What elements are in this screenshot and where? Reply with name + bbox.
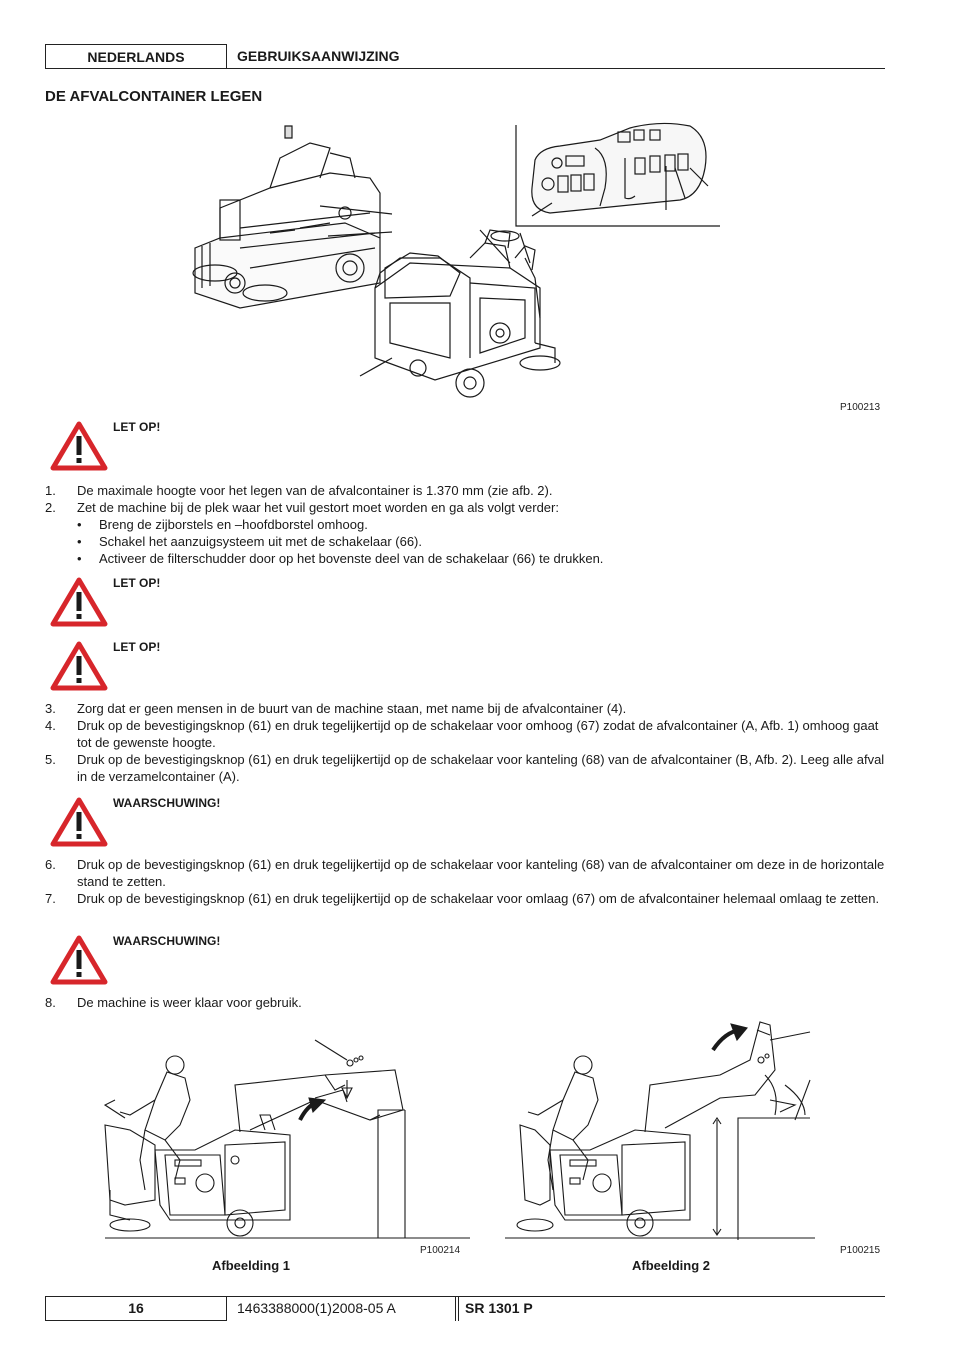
list-item: 8. De machine is weer klaar voor gebruik. (45, 995, 302, 1010)
list-item: 5. Druk op de bevestigingsknop (61) en druk tegelijkertijd op de schakelaar voor kanteling (68) van de afvalcontainer (B, Afb. 2). Leeg alle afval in de verzamelcontainer (A). (45, 752, 885, 784)
instruction-list-c (45, 856, 885, 907)
figure-1-code: P100214 (420, 1245, 461, 1256)
machine-overview-illustration (180, 118, 720, 403)
warning-triangle-icon (50, 577, 108, 627)
warning-label: WAARSCHUWING! (113, 934, 221, 948)
bullet-item: • Breng de zijborstels en –hoofdborstel omhoog. (45, 516, 885, 533)
header-language: NEDERLANDS (45, 44, 227, 68)
list-item: 1. De maximale hoogte voor het legen van de afvalcontainer is 1.370 mm (zie afb. 2). (45, 483, 553, 498)
bullet-item: • Schakel het aanzuigsysteem uit met de schakelaar (66). (45, 533, 885, 550)
figure-2-caption: Afbeelding 2 (632, 1258, 711, 1273)
footer-divider (455, 1297, 459, 1321)
list-item: 7. Druk op de bevestigingsknop (61) en druk tegelijkertijd op de schakelaar voor omlaag (67) om de afvalcontainer helemaal omlaag te zetten. (45, 891, 880, 906)
warning-triangle-icon (50, 797, 108, 847)
list-item: 3. Zorg dat er geen mensen in de buurt van de machine staan, met name bij de afvalcontainer (4). (45, 701, 627, 716)
instruction-list-d (45, 994, 885, 1011)
warning-triangle-icon (50, 421, 108, 471)
page-number: 16 (45, 1297, 227, 1321)
warning-label: LET OP! (113, 640, 161, 654)
warning-label: LET OP! (113, 576, 161, 590)
figure-2-illustration (505, 1020, 885, 1245)
bullet-item: • Activeer de filterschudder door op het bovenste deel van de schakelaar (66) te drukken. (45, 550, 885, 567)
model-name: SR 1301 P (465, 1300, 533, 1316)
figure-code-top: P100213 (840, 402, 881, 413)
list-item: 4. Druk op de bevestigingsknop (61) en druk tegelijkertijd op de schakelaar voor omhoog (67) zodat de afvalcontainer (A, Afb. 1) omhoog gaat tot de gewenste hoogte. (45, 718, 879, 750)
warning-label: WAARSCHUWING! (113, 796, 221, 810)
warning-label: LET OP! (113, 420, 161, 434)
page-header (45, 44, 885, 69)
figure-2-code: P100215 (840, 1245, 881, 1256)
warning-triangle-icon (50, 641, 108, 691)
figure-1-illustration (85, 1030, 470, 1245)
warning-triangle-icon (50, 935, 108, 985)
instruction-list-a (45, 482, 885, 567)
page-title: DE AFVALCONTAINER LEGEN (45, 88, 263, 105)
figure-1-caption: Afbeelding 1 (212, 1258, 291, 1273)
list-item: 6. Druk op de bevestigingsknop (61) en druk tegelijkertijd op de schakelaar voor kanteling (68) van de afvalcontainer om deze in de horizontale stand te zetten. (45, 857, 885, 889)
page-footer (45, 1296, 885, 1321)
list-item: 2. Zet de machine bij de plek waar het vuil gestort moet worden en ga als volgt verder: (45, 500, 559, 515)
header-manual-title: GEBRUIKSAANWIJZING (237, 48, 400, 64)
instruction-list-b (45, 700, 885, 785)
document-code: 1463388000(1)2008-05 A (237, 1300, 396, 1316)
